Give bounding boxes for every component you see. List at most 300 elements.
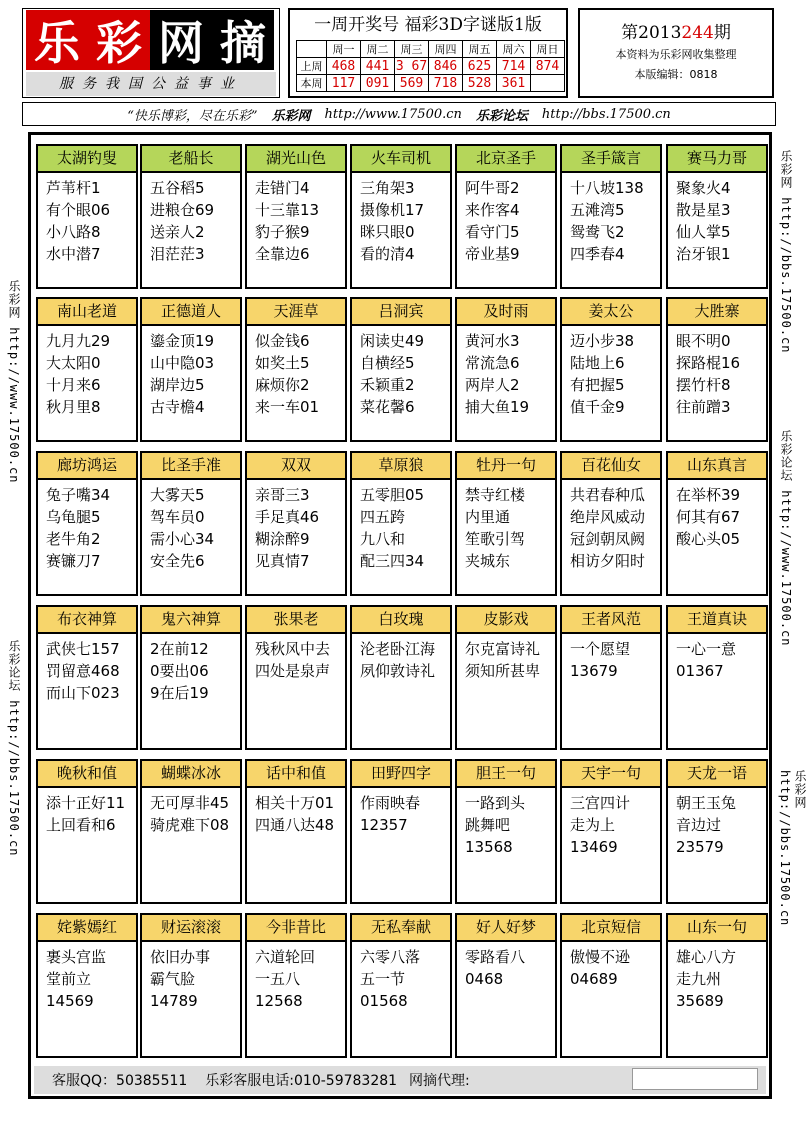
card-line: 老牛角2	[46, 530, 101, 548]
weekday: 周三	[395, 41, 429, 58]
card-title: 大胜寨	[668, 299, 766, 326]
forecast-card	[455, 605, 557, 750]
card-body	[38, 942, 136, 1034]
forecast-card	[350, 451, 452, 596]
card-line: 闲读史49	[360, 332, 425, 350]
card-body	[247, 942, 345, 1034]
card-line: 沦老卧江海	[360, 640, 436, 658]
card-line	[360, 836, 448, 858]
card-line: 豹子猴9	[255, 223, 310, 241]
card-line: 全靠边6	[255, 245, 310, 263]
card-line	[360, 858, 448, 880]
card-title: 天宇一句	[562, 761, 660, 788]
card-line	[150, 836, 238, 858]
card-line: 五滩湾5	[570, 201, 625, 219]
row-label: 本周	[297, 75, 327, 92]
forecast-card	[245, 144, 347, 289]
card-line: 陆地上6	[570, 354, 625, 372]
side-text-right-middle: 乐彩论坛 http://www.17500.cn	[779, 430, 793, 647]
card-title: 草原狼	[352, 453, 450, 480]
forecast-card	[455, 451, 557, 596]
card-line	[255, 1012, 343, 1034]
issue-number: 244	[681, 23, 714, 43]
card-line: 一心一意	[676, 640, 737, 658]
forecast-card	[140, 913, 242, 1058]
card-body	[352, 480, 450, 572]
card-line: 绝岸风威动	[570, 508, 646, 526]
forecast-card	[350, 297, 452, 442]
card-title: 廊坊鸿运	[38, 453, 136, 480]
card-line	[360, 682, 448, 704]
card-line: 兔子嘴34	[46, 486, 111, 504]
card-line: 鎏金顶19	[150, 332, 215, 350]
card-line: 驾车员0	[150, 508, 205, 526]
forecast-card	[560, 605, 662, 750]
card-title: 晚秋和值	[38, 761, 136, 788]
card-title: 百花仙女	[562, 453, 660, 480]
card-line: 傲慢不逊	[570, 948, 631, 966]
card-line: 霸气脸	[150, 970, 196, 988]
card-line: 0468	[465, 970, 504, 988]
card-body	[142, 788, 240, 880]
forum-label: 乐彩论坛	[475, 108, 528, 124]
card-line: 一路到头	[465, 794, 526, 812]
card-body	[38, 326, 136, 418]
editor-note: 本版编辑：0818	[634, 68, 718, 81]
draw-number: 874	[531, 58, 565, 75]
card-line: 六零八落	[360, 948, 421, 966]
forecast-card	[36, 759, 138, 904]
card-title: 鬼六神算	[142, 607, 240, 634]
card-body	[247, 788, 345, 880]
card-body	[668, 942, 766, 1034]
forecast-card	[560, 913, 662, 1058]
site-url-link[interactable]: http://www.17500.cn	[324, 106, 462, 122]
card-line: 三角架3	[360, 179, 415, 197]
card-line: 罚留意468	[46, 662, 120, 680]
card-line	[465, 704, 553, 726]
card-line: 需小心34	[150, 530, 215, 548]
forecast-card	[245, 759, 347, 904]
weekday: 周四	[429, 41, 463, 58]
card-line	[676, 858, 764, 880]
card-line: 来作客4	[465, 201, 520, 219]
card-line: 须知所甚卑	[465, 662, 541, 680]
side-text-left-bottom: 乐彩论坛 http://bbs.17500.cn	[7, 640, 21, 857]
card-line: 35689	[676, 992, 724, 1010]
card-body	[352, 942, 450, 1034]
card-line	[570, 682, 658, 704]
card-line	[46, 704, 134, 726]
card-body	[247, 173, 345, 265]
card-title: 太湖钓叟	[38, 146, 136, 173]
card-body	[668, 788, 766, 880]
card-line: 亲哥三3	[255, 486, 310, 504]
card-line: 见真情7	[255, 552, 310, 570]
card-title: 姹紫嫣红	[38, 915, 136, 942]
draw-number: 528	[463, 75, 497, 92]
card-title: 圣手箴言	[562, 146, 660, 173]
card-line: 添十正好11	[46, 794, 126, 812]
card-line: 鸳鸯飞2	[570, 223, 625, 241]
forecast-card	[245, 913, 347, 1058]
card-title: 今非昔比	[247, 915, 345, 942]
card-body	[142, 480, 240, 572]
card-line: 音边过	[676, 816, 722, 834]
card-line: 眯只眼0	[360, 223, 415, 241]
card-body	[352, 788, 450, 880]
card-line: 雄心八方	[676, 948, 737, 966]
card-title: 无私奉献	[352, 915, 450, 942]
card-line	[465, 1012, 553, 1034]
card-title: 白玫瑰	[352, 607, 450, 634]
card-line: 值千金9	[570, 398, 625, 416]
card-line: 13568	[465, 838, 513, 856]
card-title: 山东真言	[668, 453, 766, 480]
forecast-card	[140, 759, 242, 904]
forecast-card	[560, 759, 662, 904]
draw-number: 718	[429, 75, 463, 92]
card-body	[562, 634, 660, 726]
draw-number: 468	[327, 58, 361, 75]
forecast-card	[666, 297, 768, 442]
card-line	[255, 858, 343, 880]
logo-char-4: 摘	[212, 10, 274, 70]
card-title: 双双	[247, 453, 345, 480]
card-line: 糊涂醉9	[255, 530, 310, 548]
card-line: 安全先6	[150, 552, 205, 570]
card-line: 仙人掌5	[676, 223, 731, 241]
card-title: 姜太公	[562, 299, 660, 326]
card-title: 皮影戏	[457, 607, 555, 634]
card-line: 大雾天5	[150, 486, 205, 504]
logo-char-1: 乐	[26, 10, 88, 70]
card-line: 十八坡138	[570, 179, 644, 197]
card-line: 迈小步38	[570, 332, 635, 350]
card-body	[457, 326, 555, 418]
card-title: 老船长	[142, 146, 240, 173]
card-body	[247, 480, 345, 572]
card-line: 小八路8	[46, 223, 101, 241]
card-line	[570, 858, 658, 880]
card-line: 两岸人2	[465, 376, 520, 394]
forecast-card	[350, 913, 452, 1058]
card-line	[360, 704, 448, 726]
card-line: 十三靠13	[255, 201, 320, 219]
card-title: 话中和值	[247, 761, 345, 788]
side-text-left-top: 乐彩网 http://www.17500.cn	[7, 280, 21, 484]
card-line: 聚象火4	[676, 179, 731, 197]
forecast-card	[560, 144, 662, 289]
card-line	[150, 858, 238, 880]
card-body	[562, 326, 660, 418]
card-line	[570, 1012, 658, 1034]
card-line: 武侠七157	[46, 640, 120, 658]
weekday: 周日	[531, 41, 565, 58]
card-line: 一五八	[255, 970, 301, 988]
card-line: 湖岸边5	[150, 376, 205, 394]
forecast-card	[666, 605, 768, 750]
forecast-card	[245, 605, 347, 750]
card-line: 六道轮回	[255, 948, 316, 966]
card-title: 蝴蝶冰冰	[142, 761, 240, 788]
card-line: 麻烦你2	[255, 376, 310, 394]
card-body	[142, 173, 240, 265]
weekday: 周一	[327, 41, 361, 58]
card-line: 04689	[570, 970, 618, 988]
card-title: 赛马力哥	[668, 146, 766, 173]
card-line	[465, 858, 553, 880]
forecast-card	[455, 913, 557, 1058]
card-line: 有把握5	[570, 376, 625, 394]
draw-results-table	[296, 40, 565, 92]
card-line: 有个眼06	[46, 201, 111, 219]
card-body	[457, 173, 555, 265]
card-title: 吕洞宾	[352, 299, 450, 326]
card-line	[46, 836, 134, 858]
site-label: 乐彩网	[271, 108, 311, 124]
agent-field	[632, 1068, 758, 1090]
card-line	[570, 990, 658, 1012]
draw-number: 091	[361, 75, 395, 92]
card-line: 何其有67	[676, 508, 741, 526]
card-line	[255, 836, 343, 858]
card-line: 禾颖重2	[360, 376, 415, 394]
card-line: 赛镰刀7	[46, 552, 101, 570]
card-line: 依旧办事	[150, 948, 211, 966]
forecast-card	[245, 451, 347, 596]
card-line: 0要出06	[150, 662, 209, 680]
card-line: 秋月里8	[46, 398, 101, 416]
card-line: 三宫四计	[570, 794, 631, 812]
card-line	[676, 704, 764, 726]
card-line: 帝业基9	[465, 245, 520, 263]
forecast-card	[455, 144, 557, 289]
card-body	[668, 480, 766, 572]
draw-number: 441	[361, 58, 395, 75]
card-body	[352, 326, 450, 418]
forecast-card	[350, 759, 452, 904]
card-title: 天涯草	[247, 299, 345, 326]
forecast-card	[140, 451, 242, 596]
card-line: 朝王玉兔	[676, 794, 737, 812]
forecast-card	[560, 297, 662, 442]
forecast-card	[140, 144, 242, 289]
forum-url-link[interactable]: http://bbs.17500.cn	[541, 106, 671, 122]
card-line: 在举杯39	[676, 486, 741, 504]
card-line: 上回看和6	[46, 816, 116, 834]
card-line: 12357	[360, 816, 408, 834]
card-line: 菜花馨6	[360, 398, 415, 416]
forecast-card	[560, 451, 662, 596]
weekday-row	[297, 41, 565, 58]
card-line: 常流急6	[465, 354, 520, 372]
card-title: 天龙一语	[668, 761, 766, 788]
card-title: 王者风范	[562, 607, 660, 634]
draw-number: 361	[497, 75, 531, 92]
forecast-card	[350, 144, 452, 289]
side-text-right-top: 乐彩网 http://bbs.17500.cn	[779, 150, 793, 354]
forecast-card	[666, 759, 768, 904]
card-line: 探路棍16	[676, 354, 741, 372]
card-body	[38, 173, 136, 265]
card-title: 田野四字	[352, 761, 450, 788]
card-line: 内里通	[465, 508, 511, 526]
card-line: 9在后19	[150, 684, 209, 702]
forecast-card	[245, 297, 347, 442]
card-title: 湖光山色	[247, 146, 345, 173]
logo-char-2: 彩	[88, 10, 150, 70]
forecast-card	[36, 297, 138, 442]
card-body	[668, 173, 766, 265]
card-line: 九八和	[360, 530, 406, 548]
card-line: 进粮仓69	[150, 201, 215, 219]
card-line: 黄河水3	[465, 332, 520, 350]
card-line: 相关十万01	[255, 794, 335, 812]
card-line: 泪茫茫3	[150, 245, 205, 263]
card-title: 财运滚滚	[142, 915, 240, 942]
card-body	[668, 326, 766, 418]
card-body	[562, 480, 660, 572]
card-line: 眼不明0	[676, 332, 731, 350]
card-line: 夹城东	[465, 552, 511, 570]
card-line	[676, 1012, 764, 1034]
card-body	[562, 942, 660, 1034]
card-line	[46, 858, 134, 880]
forecast-card	[36, 451, 138, 596]
card-body	[38, 634, 136, 726]
card-line: 13469	[570, 838, 618, 856]
forecast-card	[666, 144, 768, 289]
card-line: 治牙银1	[676, 245, 731, 263]
card-line: 12568	[255, 992, 303, 1010]
forecast-card	[666, 451, 768, 596]
card-body	[142, 942, 240, 1034]
draw-number: 846	[429, 58, 463, 75]
forecast-card	[455, 759, 557, 904]
card-line: 23579	[676, 838, 724, 856]
forecast-card	[36, 913, 138, 1058]
card-line: 配三四34	[360, 552, 425, 570]
card-line: 送亲人2	[150, 223, 205, 241]
card-line: 大太阳0	[46, 354, 101, 372]
card-line: 走为上	[570, 816, 616, 834]
card-body	[247, 326, 345, 418]
card-line: 酸心头05	[676, 530, 741, 548]
card-line	[255, 704, 343, 726]
logo-char-3: 网	[150, 10, 212, 70]
card-body	[352, 634, 450, 726]
forecast-card	[140, 605, 242, 750]
draw-number: 569	[395, 75, 429, 92]
card-line: 骑虎难下08	[150, 816, 230, 834]
card-line: 夙仰敦诗礼	[360, 662, 436, 680]
card-line: 而山下023	[46, 684, 120, 702]
card-line	[676, 682, 764, 704]
forecast-card	[350, 605, 452, 750]
card-line	[150, 1012, 238, 1034]
card-line: 手足真46	[255, 508, 320, 526]
card-line: 自横经5	[360, 354, 415, 372]
card-line	[360, 1012, 448, 1034]
card-line: 摄像机17	[360, 201, 425, 219]
card-line: 走错门4	[255, 179, 310, 197]
card-line: 看守门5	[465, 223, 520, 241]
card-line: 01367	[676, 662, 724, 680]
draw-results-title: 一周开奖号 福彩3D字谜版1版	[314, 15, 542, 35]
card-line: 13679	[570, 662, 618, 680]
card-line: 阿牛哥2	[465, 179, 520, 197]
card-body	[457, 634, 555, 726]
weekday: 周二	[361, 41, 395, 58]
card-line: 四通八达48	[255, 816, 335, 834]
forecast-card	[666, 913, 768, 1058]
card-line: 乌龟腿5	[46, 508, 101, 526]
card-line: 水中潜7	[46, 245, 101, 263]
forecast-card	[140, 297, 242, 442]
card-line: 似金钱6	[255, 332, 310, 350]
card-body	[247, 634, 345, 726]
card-title: 火车司机	[352, 146, 450, 173]
card-line: 跳舞吧	[465, 816, 511, 834]
card-line: 堂前立	[46, 970, 92, 988]
card-body	[142, 634, 240, 726]
card-line: 散是星3	[676, 201, 731, 219]
card-line	[465, 682, 553, 704]
card-line: 2在前12	[150, 640, 209, 658]
card-line: 走九州	[676, 970, 722, 988]
card-line: 相访夕阳时	[570, 552, 646, 570]
weekday: 周五	[463, 41, 497, 58]
card-title: 山东一句	[668, 915, 766, 942]
card-line: 捕大鱼19	[465, 398, 530, 416]
card-line: 十月来6	[46, 376, 101, 394]
card-line	[676, 550, 764, 572]
this-week-row	[297, 75, 565, 92]
card-line: 冠剑朝凤阙	[570, 530, 646, 548]
draw-number: 117	[327, 75, 361, 92]
card-line: 来一车01	[255, 398, 320, 416]
slogan: 服务我国公益事业	[26, 72, 276, 96]
card-line: 01568	[360, 992, 408, 1010]
card-line: 五谷稻5	[150, 179, 205, 197]
draw-number: 3 67	[395, 58, 428, 74]
service-qq: 客服QQ：50385511	[52, 1073, 188, 1089]
card-line: 四季春4	[570, 245, 625, 263]
card-title: 好人好梦	[457, 915, 555, 942]
card-line: 如奖土5	[255, 354, 310, 372]
card-title: 南山老道	[38, 299, 136, 326]
card-line	[150, 704, 238, 726]
card-body	[668, 634, 766, 726]
forecast-card	[455, 297, 557, 442]
card-line: 无可厚非45	[150, 794, 230, 812]
draw-number: 714	[497, 58, 531, 75]
card-body	[352, 173, 450, 265]
card-body	[457, 480, 555, 572]
card-line: 往前蹭3	[676, 398, 731, 416]
draw-number: 625	[463, 58, 497, 75]
draw-number	[531, 75, 565, 92]
card-title: 布衣神算	[38, 607, 136, 634]
card-line: 五零胆05	[360, 486, 425, 504]
card-title: 正德道人	[142, 299, 240, 326]
card-line: 古寺檐4	[150, 398, 205, 416]
card-line: 一个愿望	[570, 640, 631, 658]
card-title: 北京圣手	[457, 146, 555, 173]
card-body	[457, 942, 555, 1034]
card-line: 四处是泉声	[255, 662, 331, 680]
